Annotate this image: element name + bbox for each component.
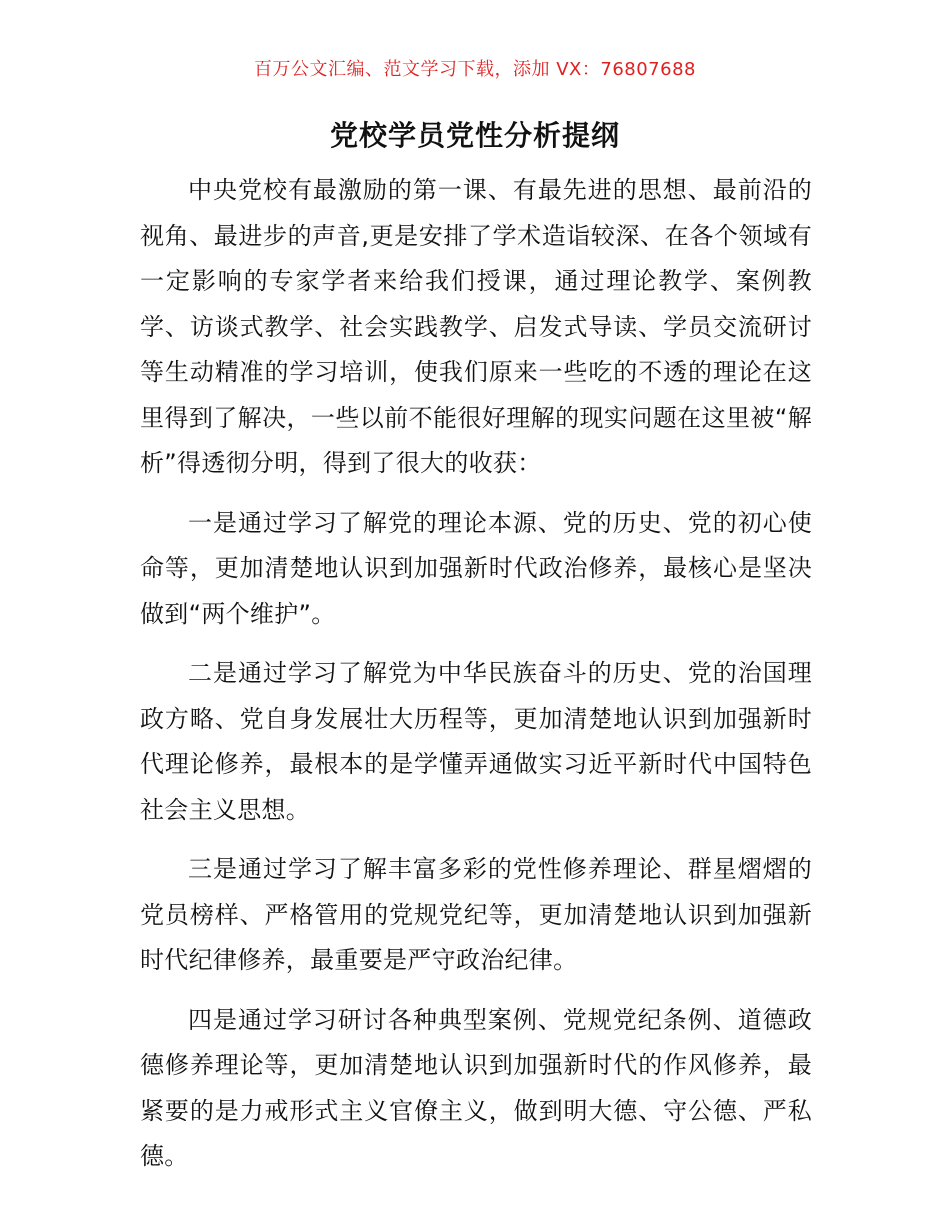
- paragraph-intro: 中央党校有最激励的第一课、有最先进的思想、最前沿的视角、最进步的声音,更是安排了学术造诣较深、在各个领域有一定影响的专家学者来给我们授课，通过理论教学、案例教学、访谈式教学、社会实践教学、启发式导读、学员交流研讨等生动精准的学习培训，使我们原来一些吃的不透的理论在这里得到了解决，一些以前不能很好理解的现实问题在这里被“解析”得透彻分明，得到了很大的收获：: [140, 176, 812, 477]
- paragraph-point-3: 三是通过学习了解丰富多彩的党性修养理论、群星熠熠的党员榜样、严格管用的党规党纪等，更加清楚地认识到加强新时代纪律修养，最重要是严守政治纪律。: [140, 855, 812, 974]
- document-title: 党校学员党性分析提纲: [329, 119, 620, 152]
- paragraph-point-4: 四是通过学习研讨各种典型案例、党规党纪条例、道德政德修养理论等，更加清楚地认识到加强新时代的作风修养，最紧要的是力戒形式主义官僚主义，做到明大德、守公德、严私德。: [140, 1005, 812, 1170]
- document-body: [140, 168, 812, 1194]
- paragraph-point-1: 一是通过学习了解党的理论本源、党的历史、党的初心使命等，更加清楚地认识到加强新时代政治修养，最核心是坚决做到“两个维护”。: [140, 508, 812, 628]
- watermark-header: 百万公文汇编、范文学习下载，添加 VX：76807688: [254, 59, 696, 80]
- paragraph-point-2: 二是通过学习了解党为中华民族奋斗的历史、党的治国理政方略、党自身发展壮大历程等，更加清楚地认识到加强新时代理论修养，最根本的是学懂弄通做实习近平新时代中国特色社会主义思想。: [140, 659, 812, 824]
